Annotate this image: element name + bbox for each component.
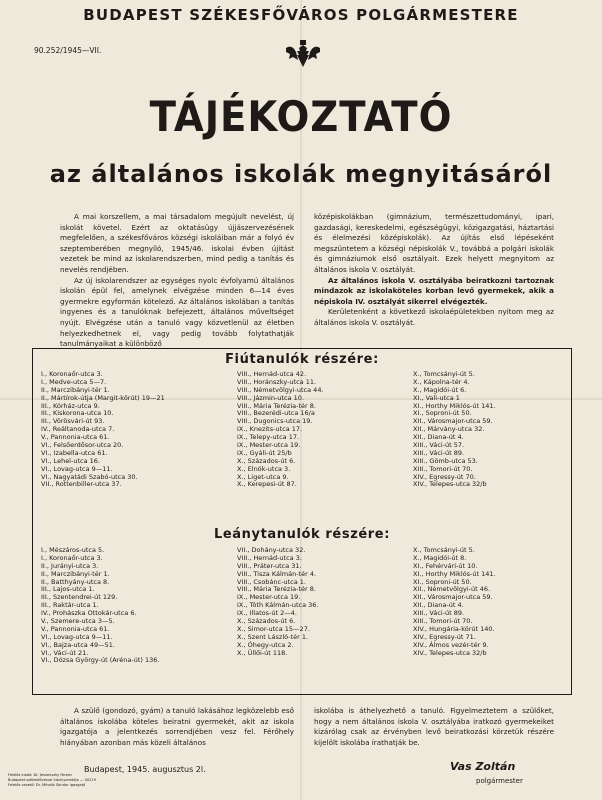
footer-paragraph: A szülő (gondozó, gyám) a tanuló lakásához legközelebb eső általános iskolába köteles beiratni gyermekét, akit az iskola igazgatója a jelentkezés sorrendjében vesz fel. Férőhely hiányában azonban más közeli általános — [60, 706, 294, 747]
school-address: III., Szentendrei-út 129. — [41, 593, 118, 602]
school-address: IX., Tóth Kálmán-utca 36. — [237, 601, 319, 610]
school-address: XI., Horthy Miklós-út 141. — [413, 401, 496, 410]
school-address: VIII., Jázmin-utca 10. — [237, 393, 304, 402]
school-address: XII., Márvány-utca 32. — [413, 425, 485, 434]
footer-left — [60, 706, 294, 748]
boys-section-title: Fiútanulók részére: — [225, 352, 379, 367]
coat-of-arms-icon — [283, 39, 323, 71]
intro-bold-paragraph: Az általános iskola V. osztályába beiratkozni tartoznak mindazok az iskolaköteles korban levő gyermekek, akik a népiskola IV. osztályát sikerrel elvégezték. — [314, 275, 554, 306]
signer-role: polgármester — [476, 777, 523, 785]
school-address: IX., Illatos-út 2—4. — [237, 609, 297, 618]
school-address: VII., Dohány-utca 32. — [237, 546, 306, 554]
school-address: VII., Rottenbiller-utca 37. — [41, 480, 122, 489]
printer-line: Felelős kiadó: Dr. Jeszenszky Ferenc — [8, 773, 73, 777]
school-address: X., Liget-utca 9. — [237, 472, 289, 481]
school-address: X., Tomcsányi-út 5. — [413, 546, 475, 554]
school-address: IX., Telepy-utca 17. — [237, 433, 300, 442]
school-address: VI., Lovag-utca 9—11. — [41, 632, 113, 641]
school-address: X., Üllői-út 118. — [237, 648, 288, 657]
school-address: I., Koronaőr-utca 3. — [41, 553, 103, 562]
school-address: XIV., Telepes-utca 32/b — [413, 480, 487, 489]
school-address: VIII., Horánszky-utca 11. — [237, 377, 317, 386]
school-address: X., Százados-út 6. — [237, 617, 296, 626]
school-address: VI., Felsőerdősor-utca 20. — [41, 441, 124, 450]
school-address: II., Marczibányi-tér 1. — [41, 569, 110, 578]
school-address: I., Mészáros-utca 5. — [41, 546, 105, 554]
reference-number: 90.252/1945—VII. — [34, 46, 102, 55]
school-address: XIV., Hungária-körút 140. — [413, 624, 495, 633]
issuer-title: BUDAPEST SZÉKESFŐVÁROS POLGÁRMESTERE — [83, 6, 519, 24]
school-address: XIV., Egressy-út 70. — [413, 472, 476, 481]
school-address: XIII., Gömb-utca 53. — [413, 456, 478, 465]
school-address: XIII., Tomori-út 70. — [413, 464, 473, 473]
boys-list-col1 — [41, 371, 165, 489]
school-address: XI., Vali-utca 1 — [413, 393, 460, 402]
school-address: VI., Lehel-utca 16. — [41, 456, 100, 465]
school-address: V., Pannonia-utca 61. — [41, 624, 110, 633]
school-address: VI., Izabella-utca 61. — [41, 448, 108, 457]
school-address: XII., Diana-út 4. — [413, 433, 464, 442]
school-address: VIII., Németvölgyi-utca 44. — [237, 385, 324, 394]
school-address: X., Magidói-út 6. — [413, 385, 467, 394]
girls-list-col2 — [237, 547, 319, 657]
school-address: XIV., Telepes-utca 32/b — [413, 648, 487, 657]
girls-list-col3 — [413, 547, 496, 657]
school-address: I., Koronaőr-utca 3. — [41, 370, 103, 378]
school-address: VIII., Mária Terézia-tér 8. — [237, 401, 316, 410]
school-address: VIII., Práter-utca 31. — [237, 561, 302, 570]
school-address: VI., Váci-út 21. — [41, 648, 89, 657]
school-address: IX., Mester-utca 19. — [237, 593, 301, 602]
school-address: VIII., Hernád-utca 42. — [237, 370, 307, 378]
school-address: IX., Mester-utca 19. — [237, 441, 301, 450]
school-address: XII., Városmajor-utca 59. — [413, 593, 493, 602]
school-address: X., Tomcsányi-út 5. — [413, 370, 475, 378]
school-address: III., Raktár-utca 1. — [41, 601, 99, 610]
school-address: XI., Soproni-út 50. — [413, 409, 472, 418]
intro-paragraph: A mai korszellem, a mai társadalom megújult nevelést, új iskolát követel. Ezért az oktatásügy újjászervezésének megfelelően, a székesfőváros községi iskoláiban már a folyó év szeptemberében megnyíló, 1945/46. iskolai évben újítást vezetek be mind az iskolarendszerben, mind pedig a tanítás és nevelés rendjében. — [60, 212, 294, 274]
school-address: III., Lajos-utca 1. — [41, 585, 95, 594]
school-address: VI., Lovag-utca 9—11. — [41, 464, 113, 473]
school-address: IV., Prohászka Ottokár-utca 6. — [41, 609, 137, 618]
school-address: II., Mártírok-útja (Margit-körút) 19—21 — [41, 393, 165, 402]
school-address: VIII., Csobánc-utca 1. — [237, 577, 306, 586]
printer-line: Felelős vezető: Dr. Mihalik Sándor igazgató — [8, 783, 86, 787]
school-address: IX., Knezits-utca 17. — [237, 425, 303, 434]
school-address: X., Elnök-utca 3. — [237, 464, 291, 473]
school-address: XII., Városmajor-utca 59. — [413, 417, 493, 426]
school-address: X., Kerepesi-út 87. — [237, 480, 297, 489]
boys-list-col3 — [413, 371, 496, 489]
school-address: X., Szent László-tér 1. — [237, 632, 309, 641]
school-address: V., Szemere-utca 3—5. — [41, 617, 115, 626]
school-address: XI., Fehérvári-út 10. — [413, 561, 478, 570]
school-address: XIII., Váci-út 89. — [413, 609, 465, 618]
school-address: XII., Diana-út 4. — [413, 601, 464, 610]
school-address: X., Magidói-út 8. — [413, 553, 467, 562]
date: Budapest, 1945. augusztus 2l. — [84, 765, 206, 774]
school-address: VIII., Dugonics-utca 19. — [237, 417, 313, 426]
school-address: II., Batthyány-utca 8. — [41, 577, 110, 586]
school-address: XIII., Váci-út 89. — [413, 448, 465, 457]
school-address: VIII., Tisza Kálmán-tér 4. — [237, 569, 317, 578]
school-address: I., Medve-utca 5—7. — [41, 377, 107, 386]
school-address: III., Vörösvári-út 93. — [41, 417, 105, 426]
school-address: III., Kiskorona-utca 10. — [41, 409, 114, 418]
intro-left-column — [60, 212, 294, 350]
intro-paragraph: középiskolákban (gimnázium, természettudományi, ipari, gazdasági, kereskedelmi, egészségügyi, közigazgatási, háztartási és élelmezési középiskolák). Az újítás első lépéseként megszüntetem a községi népiskolák V., továbbá a polgári iskolák és gimnáziumok első osztályait. Ezek helyett megnyitom az általános iskola V. osztályát. — [314, 212, 554, 274]
school-address: II., Marczibányi-tér 1. — [41, 385, 110, 394]
main-title: TÁJÉKOZTATÓ — [149, 92, 453, 141]
school-address: XIV., Egressy-út 71. — [413, 632, 476, 641]
footer-paragraph: iskolába is áthelyezhető a tanuló. Figyelmeztetem a szülőket, hogy a nem általános iskola V. osztályába iratkozó gyermekeiket kizárólag csak az érvényben levő beiratkozási körzetük részére kijelölt iskolába írathatják be. — [314, 706, 554, 747]
school-address: X., Százados-út 6. — [237, 456, 296, 465]
school-address: VIII., Mária Terézia-tér 8. — [237, 585, 316, 594]
girls-section-title: Leánytanulók részére: — [213, 527, 391, 542]
intro-paragraph: Kerületenként a következő iskolaépületekben nyitom meg az általános iskola V. osztályát. — [314, 307, 554, 327]
school-address: VIII., Bezerédi-utca 16/a — [237, 409, 315, 418]
school-address: VI., Nagyatádi Szabó-utca 30. — [41, 472, 138, 481]
footer-right — [314, 706, 554, 748]
school-address: X., Simor-utca 15—27. — [237, 624, 310, 633]
subtitle: az általános iskolák megnyitásáról — [49, 160, 553, 188]
school-address: XII., Németvölgyi-út 46. — [413, 585, 491, 594]
school-address: VI., Dózsa György-út (Aréna-út) 136. — [41, 656, 160, 665]
printer-imprint — [8, 773, 96, 788]
boys-list-col2 — [237, 371, 324, 489]
intro-right-column — [314, 212, 554, 329]
signer-name: Vas Zoltán — [450, 760, 516, 773]
school-address: XIV., Álmos vezér-tér 9. — [413, 640, 489, 649]
school-address: X., Óhegy-utca 2. — [237, 640, 294, 649]
school-address: V., Pannonia-utca 61. — [41, 433, 110, 442]
school-address: VIII., Hernád-utca 3. — [237, 553, 302, 562]
school-address: XIII., Tomori-út 70. — [413, 617, 473, 626]
school-address: XI., Soproni-út 50. — [413, 577, 472, 586]
printer-line: Budapest székesfővárosi házinyomdája — 00219 — [8, 778, 97, 782]
intro-paragraph: Az új iskolarendszer az egységes nyolc évfolyamú általános iskolán épül fel, amelynek elvégzése minden 6—14 éves gyermekre egyformán kötelező. Az általános iskolában a tanítás ingyenes és a tanulóknak befejezett, általános műveltséget nyújt. Elvégzése után a tanuló vagy közvetlenül az életben helyezkedhetnek el, vagy pedig tovább folytathatják tanulmányaikat a különböző — [60, 275, 294, 349]
school-address: III., Kórház-utca 9. — [41, 401, 100, 410]
school-address: X., Kápolna-tér 4. — [413, 377, 470, 386]
school-address: II., Jurányi-utca 3. — [41, 561, 99, 570]
school-address: XIII., Váci-út 57. — [413, 441, 465, 450]
girls-list-col1 — [41, 547, 159, 665]
school-address: XI., Horthy Miklós-út 141. — [413, 569, 496, 578]
school-address: VI., Bajza-utca 49—51. — [41, 640, 115, 649]
school-address: IX., Gyáli-út 25/b — [237, 448, 292, 457]
school-address: IV., Reáltanoda-utca 7. — [41, 425, 115, 434]
school-list-frame — [32, 348, 572, 695]
